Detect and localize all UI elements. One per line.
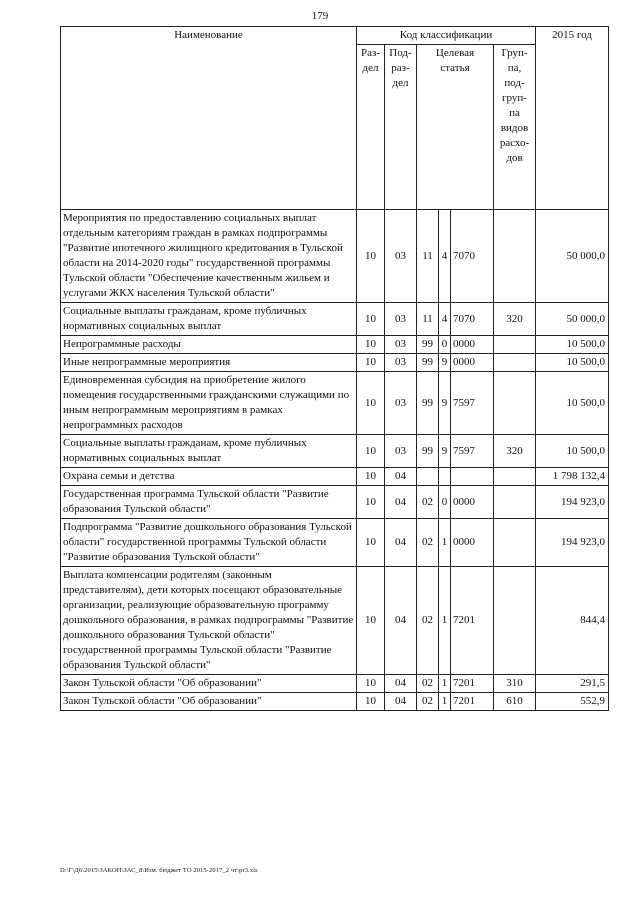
row-section: 10 — [357, 519, 385, 567]
row-expense-group: 610 — [494, 693, 536, 711]
row-target-direction: 0000 — [451, 354, 494, 372]
row-amount: 50 000,0 — [536, 303, 609, 336]
row-section: 10 — [357, 567, 385, 675]
row-subsection: 03 — [385, 354, 417, 372]
row-target-subprogram: 9 — [439, 354, 451, 372]
table-row — [61, 519, 609, 567]
row-target-direction: 7070 — [451, 210, 494, 303]
row-amount: 291,5 — [536, 675, 609, 693]
row-target-program: 02 — [417, 519, 439, 567]
table-row — [61, 693, 609, 711]
row-amount: 1 798 132,4 — [536, 468, 609, 486]
row-target-subprogram: 1 — [439, 567, 451, 675]
row-name: Закон Тульской области "Об образовании" — [61, 675, 357, 693]
row-amount: 194 923,0 — [536, 519, 609, 567]
row-target-program: 11 — [417, 210, 439, 303]
row-target-direction: 7201 — [451, 567, 494, 675]
row-name: Охрана семьи и детства — [61, 468, 357, 486]
row-amount: 552,9 — [536, 693, 609, 711]
row-subsection: 04 — [385, 486, 417, 519]
row-subsection: 03 — [385, 303, 417, 336]
table-row — [61, 303, 609, 336]
row-expense-group — [494, 210, 536, 303]
table-row — [61, 210, 609, 303]
row-expense-group — [494, 519, 536, 567]
row-target-direction: 7597 — [451, 372, 494, 435]
row-target-subprogram: 1 — [439, 693, 451, 711]
row-expense-group — [494, 468, 536, 486]
table-row — [61, 372, 609, 435]
table-row — [61, 675, 609, 693]
row-target-direction: 7070 — [451, 303, 494, 336]
row-section: 10 — [357, 336, 385, 354]
page-number: 179 — [311, 10, 329, 22]
header-section: Раз- дел — [357, 45, 385, 210]
row-section: 10 — [357, 693, 385, 711]
row-target-direction: 0000 — [451, 519, 494, 567]
row-subsection: 03 — [385, 372, 417, 435]
row-subsection: 04 — [385, 675, 417, 693]
row-target-program: 02 — [417, 567, 439, 675]
header-name: Наименование — [61, 27, 357, 210]
header-expense-group: Груп- па, под- груп- па видов расхо- дов — [494, 45, 536, 210]
header-year: 2015 год — [536, 27, 609, 210]
row-target-program: 99 — [417, 435, 439, 468]
row-section: 10 — [357, 675, 385, 693]
row-target-subprogram: 0 — [439, 486, 451, 519]
row-section: 10 — [357, 303, 385, 336]
row-target-subprogram: 0 — [439, 336, 451, 354]
row-section: 10 — [357, 372, 385, 435]
row-section: 10 — [357, 486, 385, 519]
row-section: 10 — [357, 435, 385, 468]
row-name: Выплата компенсации родителям (законным представителям), дети которых посещают образовательные организации, реализующие образовательную программу дошкольного образования, в рамках подпрограммы "Развитие дошкольного образования Тульской области" государственной программы Тульской области "Развитие образования Тульской области" — [61, 567, 357, 675]
row-expense-group — [494, 354, 536, 372]
row-target-program: 02 — [417, 675, 439, 693]
table-row — [61, 336, 609, 354]
row-target-program: 99 — [417, 372, 439, 435]
header-classification: Код классификации — [357, 27, 536, 45]
row-amount: 194 923,0 — [536, 486, 609, 519]
row-target-direction: 7201 — [451, 675, 494, 693]
row-amount: 10 500,0 — [536, 354, 609, 372]
row-subsection: 03 — [385, 210, 417, 303]
row-subsection: 04 — [385, 468, 417, 486]
row-amount: 50 000,0 — [536, 210, 609, 303]
row-target-direction: 7597 — [451, 435, 494, 468]
table-row — [61, 354, 609, 372]
row-target-subprogram: 1 — [439, 675, 451, 693]
row-target-program: 99 — [417, 354, 439, 372]
row-expense-group — [494, 486, 536, 519]
row-section: 10 — [357, 354, 385, 372]
row-target-program: 11 — [417, 303, 439, 336]
row-subsection: 03 — [385, 336, 417, 354]
row-name: Подпрограмма "Развитие дошкольного образования Тульской области" государственной программы Тульской области "Развитие образования Тульской области" — [61, 519, 357, 567]
file-path-footer: D:\Г\Д6\2015\ЗАКОН\ЗАС_8\Изм. бюджет ТО 2015-2017_2 чт\pr3.xls — [60, 867, 258, 874]
row-target-subprogram: 9 — [439, 372, 451, 435]
row-subsection: 03 — [385, 435, 417, 468]
row-target-direction: 0000 — [451, 336, 494, 354]
row-name: Единовременная субсидия на приобретение жилого помещения государственными гражданскими служащими по иным непрограммным мероприятиям в рамках непрограммных расходов — [61, 372, 357, 435]
row-target-program: 99 — [417, 336, 439, 354]
row-section: 10 — [357, 210, 385, 303]
header-row-top — [61, 27, 609, 45]
row-expense-group — [494, 567, 536, 675]
budget-table — [60, 26, 609, 711]
row-name: Закон Тульской области "Об образовании" — [61, 693, 357, 711]
row-expense-group — [494, 372, 536, 435]
row-target-subprogram: 4 — [439, 210, 451, 303]
table-row — [61, 486, 609, 519]
row-expense-group: 310 — [494, 675, 536, 693]
row-target-direction: 7201 — [451, 693, 494, 711]
row-target-program: 02 — [417, 693, 439, 711]
table-row — [61, 468, 609, 486]
row-target-subprogram: 1 — [439, 519, 451, 567]
row-subsection: 04 — [385, 519, 417, 567]
row-subsection: 04 — [385, 693, 417, 711]
row-name: Непрограммные расходы — [61, 336, 357, 354]
row-name: Иные непрограммные мероприятия — [61, 354, 357, 372]
row-target-subprogram — [439, 468, 451, 486]
row-amount: 844,4 — [536, 567, 609, 675]
row-target-program — [417, 468, 439, 486]
row-amount: 10 500,0 — [536, 336, 609, 354]
row-amount: 10 500,0 — [536, 372, 609, 435]
row-name: Мероприятия по предоставлению социальных выплат отдельным категориям граждан в рамках подпрограммы "Развитие ипотечного жилищного кредитования в Тульской области на 2014-2020 годы" государственной программы Тульской области "Обеспечение качественным жильем и услугами ЖКХ населения Тульской области" — [61, 210, 357, 303]
row-target-subprogram: 9 — [439, 435, 451, 468]
header-subsection: Под- раз- дел — [385, 45, 417, 210]
row-target-subprogram: 4 — [439, 303, 451, 336]
table-row — [61, 567, 609, 675]
row-name: Социальные выплаты гражданам, кроме публичных нормативных социальных выплат — [61, 435, 357, 468]
row-target-program: 02 — [417, 486, 439, 519]
table-row — [61, 435, 609, 468]
table-body — [61, 210, 609, 711]
header-target-article: Целевая статья — [417, 45, 494, 210]
row-name: Социальные выплаты гражданам, кроме публичных нормативных социальных выплат — [61, 303, 357, 336]
row-target-direction — [451, 468, 494, 486]
row-subsection: 04 — [385, 567, 417, 675]
row-expense-group: 320 — [494, 303, 536, 336]
row-expense-group — [494, 336, 536, 354]
row-expense-group: 320 — [494, 435, 536, 468]
row-name: Государственная программа Тульской области "Развитие образования Тульской области" — [61, 486, 357, 519]
row-section: 10 — [357, 468, 385, 486]
row-amount: 10 500,0 — [536, 435, 609, 468]
row-target-direction: 0000 — [451, 486, 494, 519]
